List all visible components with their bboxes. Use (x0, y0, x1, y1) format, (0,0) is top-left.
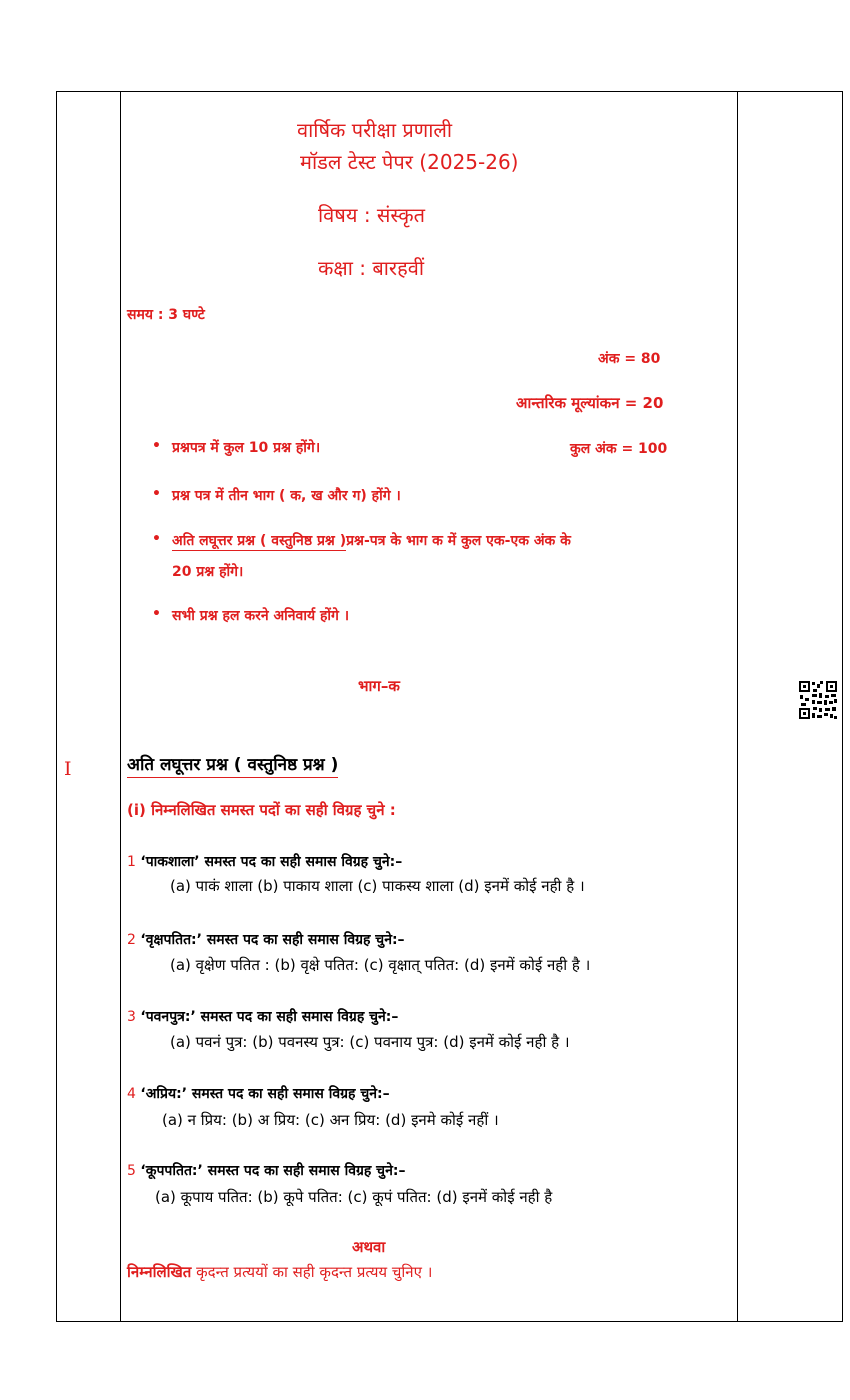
question-item (127, 852, 402, 871)
section-heading-text: अति लघूत्तर प्रश्न ( वस्तुनिष्ठ प्रश्न ) (127, 755, 338, 778)
instruction-item: • प्रश्न पत्र में तीन भाग ( क, ख और ग) होंगे । (172, 486, 401, 505)
instruction-rest: प्रश्न-पत्र के भाग क में कुल एक-एक अंक के (346, 533, 571, 549)
krudant-instruction (127, 1262, 432, 1282)
krudant-instruction-rest: कृदन्त प्रत्ययों का सही कृदन्त प्रत्यय चुनिए । (191, 1263, 433, 1281)
question-number: 3 (127, 1009, 136, 1025)
instruction-continued: 20 प्रश्न होंगे। (172, 564, 244, 580)
subject-line: विषय : संस्कृत (318, 203, 425, 227)
roman-numeral: I (64, 758, 72, 780)
question-text: ‘पाकशाला’ समस्त पद का सही समास विग्रह चुने:– (140, 854, 403, 870)
question-number: 1 (127, 854, 136, 870)
section-title: भाग–क (358, 677, 400, 695)
instruction-item: • सभी प्रश्न हल करने अनिवार्य होंगे । (172, 606, 349, 625)
instruction-underlined-part: अति लघूत्तर प्रश्न ( वस्तुनिष्ठ प्रश्न ) (172, 533, 347, 549)
section-heading (127, 752, 338, 775)
question-text: ‘अप्रिय:’ समस्त पद का सही समास विग्रह चुने:– (140, 1086, 390, 1102)
model-paper-title: मॉडल टेस्ट पेपर (2025-26) (300, 150, 519, 174)
instruction-item: • प्रश्नपत्र में कुल 10 प्रश्न होंगे। (172, 438, 320, 457)
question-options: (a) कूपाय पतित: (b) कूपे पतित: (c) कूपं पतित: (d) इनमें कोई नही है (155, 1188, 553, 1206)
question-item (127, 930, 405, 949)
total-marks-label: कुल अंक = 100 (570, 441, 668, 457)
question-options: (a) वृक्षेण पतित : (b) वृक्षे पतित: (c) वृक्षात् पतित: (d) इनमें कोई नही है । (170, 956, 591, 974)
question-number: 5 (127, 1163, 136, 1179)
instruction-item (172, 531, 571, 550)
internal-assessment-label: आन्तरिक मूल्यांकन = 20 (516, 394, 664, 412)
question-number: 4 (127, 1086, 136, 1102)
question-options: (a) न प्रिय: (b) अ प्रिय: (c) अन प्रिय: (d) इनमे कोई नहीं । (162, 1111, 499, 1129)
question-text: ‘वृक्षपतित:’ समस्त पद का सही समास विग्रह चुने:– (140, 932, 405, 948)
page-frame (56, 91, 843, 1322)
class-line: कक्षा : बारहवीं (318, 256, 425, 280)
marks-label: अंक = 80 (598, 351, 661, 367)
question-options: (a) पाकं शाला (b) पाकाय शाला (c) पाकस्य शाला (d) इनमें कोई नही है । (170, 877, 585, 895)
question-options: (a) पवनं पुत्र: (b) पवनस्य पुत्र: (c) पवनाय पुत्र: (d) इनमें कोई नही है । (170, 1033, 570, 1051)
question-text: ‘पवनपुत्र:’ समस्त पद का सही समास विग्रह चुने:– (140, 1009, 399, 1025)
exam-system-title: वार्षिक परीक्षा प्रणाली (297, 118, 453, 142)
question-text: ‘कूपपतित:’ समस्त पद का सही समास विग्रह चुने:– (140, 1163, 406, 1179)
qr-code-icon (798, 680, 838, 720)
question-number: 2 (127, 932, 136, 948)
or-label: अथवा (352, 1238, 386, 1256)
krudant-instruction-bold: निम्नलिखित (127, 1263, 192, 1281)
question-item (127, 1161, 405, 1180)
time-label: समय : 3 घण्टे (127, 307, 205, 323)
section-subheading: (i) निम्नलिखित समस्त पदों का सही विग्रह चुने : (127, 801, 396, 819)
question-item (127, 1084, 390, 1103)
left-column-divider (120, 91, 121, 1322)
question-item (127, 1007, 398, 1026)
right-column-divider (737, 91, 738, 1322)
